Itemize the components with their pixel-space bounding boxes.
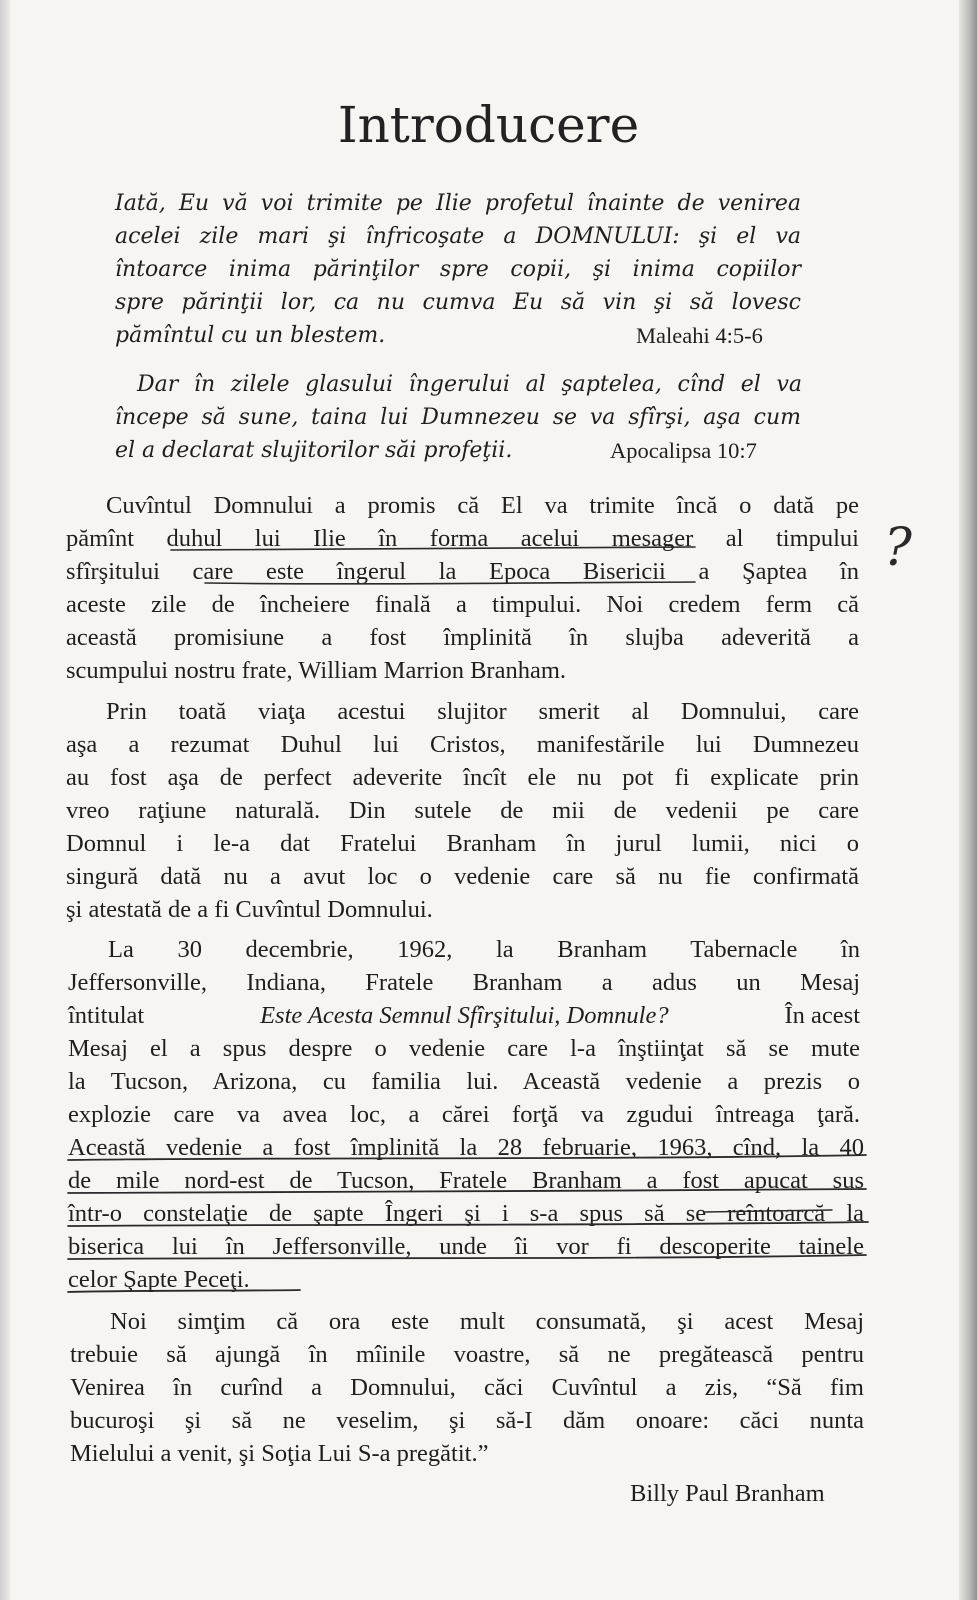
body-line: sfîrşitului care este îngerul la Epoca Bisericii a Şaptea în [66,558,859,585]
body-line: Noi simţim că ora este mult consumată, şi acest Mesaj [110,1308,864,1335]
margin-question-mark: ? [884,518,912,578]
body-line: bucuroşi şi să ne veselim, şi să-I dăm onoare: căci nunta [70,1407,864,1434]
underline-stroke [68,1222,868,1226]
underline-stroke [68,1189,866,1193]
epigraph-line: începe să sune, taina lui Dumnezeu se va sfîrşi, aşa cum [115,405,801,430]
body-line: trebuie să ajungă în mîinile voastre, să ne pregătească pentru [70,1341,864,1368]
epigraph-line: întoarce inima părinţilor spre copii, şi inima copiilor [115,257,801,282]
strike-stroke [705,1210,832,1212]
body-line-underlined: de mile nord-est de Tucson, Fratele Branham a fost apucat sus [68,1167,864,1194]
body-line: Prin toată viaţa acestui slujitor smerit al Domnului, care [106,698,859,725]
body-line: Venirea în curînd a Domnului, căci Cuvîntul a zis, “Să fim [70,1374,864,1401]
body-line: Mesaj el a spus despre o vedenie care l-a înştiinţat să se mute [68,1035,860,1062]
body-line: această promisiune a fost împlinită în slujba adeverită a [66,624,859,651]
body-line-underlined: într-o constelaţie de şapte Îngeri şi i s-a spus să se reîntoarcă la [68,1200,864,1227]
body-line-underlined: Această vedenie a fost împlinită la 28 februarie, 1963, cînd, la 40 [68,1134,864,1161]
underline-stroke [68,1155,866,1160]
underline-stroke [205,582,695,584]
body-text: În acest [784,1002,860,1029]
epigraph-line: el a declarat slujitorilor săi profeţii. [115,438,513,463]
body-line: Mielului a venit, şi Soţia Lui S-a pregătit.” [70,1440,489,1467]
body-line-underlined: biserica lui în Jeffersonville, unde îi vor fi descoperite tainele [68,1233,864,1260]
epigraph-reference: Apocalipsa 10:7 [610,438,757,463]
underline-stroke [68,1255,866,1259]
body-line: Domnul i le-a dat Fratelui Branham în jurul lumii, nici o [66,830,859,857]
body-line-underlined: celor Şapte Peceţi. [68,1266,250,1293]
body-line: La 30 decembrie, 1962, la Branham Tabernacle în [108,936,860,963]
body-line: la Tucson, Arizona, cu familia lui. Această vedenie a prezis o [68,1068,860,1095]
author-signature: Billy Paul Branham [630,1480,825,1507]
epigraph-line: acelei zile mari şi înfricoşate a DOMNULUI: şi el va [115,224,801,249]
epigraph-line: Dar în zilele glasului îngerului al şaptelea, cînd el va [137,372,802,397]
body-line: singură dată nu a avut loc o vedenie care să nu fie confirmată [66,863,859,890]
body-line: vreo raţiune naturală. Din sutele de mii de vedenii pe care [66,797,859,824]
epigraph-line: spre părinţii lor, ca nu cumva Eu să vin şi să lovesc [115,290,801,315]
sermon-title: Este Acesta Semnul Sfîrşitului, Domnule? [260,1002,669,1029]
epigraph-reference: Maleahi 4:5-6 [636,323,763,348]
page-title: Introducere [337,96,640,154]
underline-stroke [171,547,695,550]
body-text: întitulat [68,1002,145,1029]
epigraph-line: pămîntul cu un blestem. [115,323,386,348]
body-line: şi atestată de a fi Cuvîntul Domnului. [66,896,433,923]
body-line: explozie care va avea loc, a cărei forţă va zgudui întreaga ţară. [68,1101,860,1128]
body-line: Jeffersonville, Indiana, Fratele Branham a adus un Mesaj [68,969,860,996]
body-line: scumpului nostru frate, William Marrion Branham. [66,657,567,684]
body-line: aşa a rezumat Duhul lui Cristos, manifestările lui Dumnezeu [66,731,859,758]
body-line: pămînt duhul lui Ilie în forma acelui mesager al timpului [66,525,859,552]
body-line: aceste zile de încheiere finală a timpului. Noi credem ferm că [66,591,859,618]
underline-stroke [68,1290,300,1292]
epigraph-line: Iată, Eu vă voi trimite pe Ilie profetul înainte de venirea [115,191,801,216]
body-line: au fost aşa de perfect adeverite încît ele nu pot fi explicate prin [66,764,859,791]
body-line: Cuvîntul Domnului a promis că El va trimite încă o dată pe [106,492,859,519]
